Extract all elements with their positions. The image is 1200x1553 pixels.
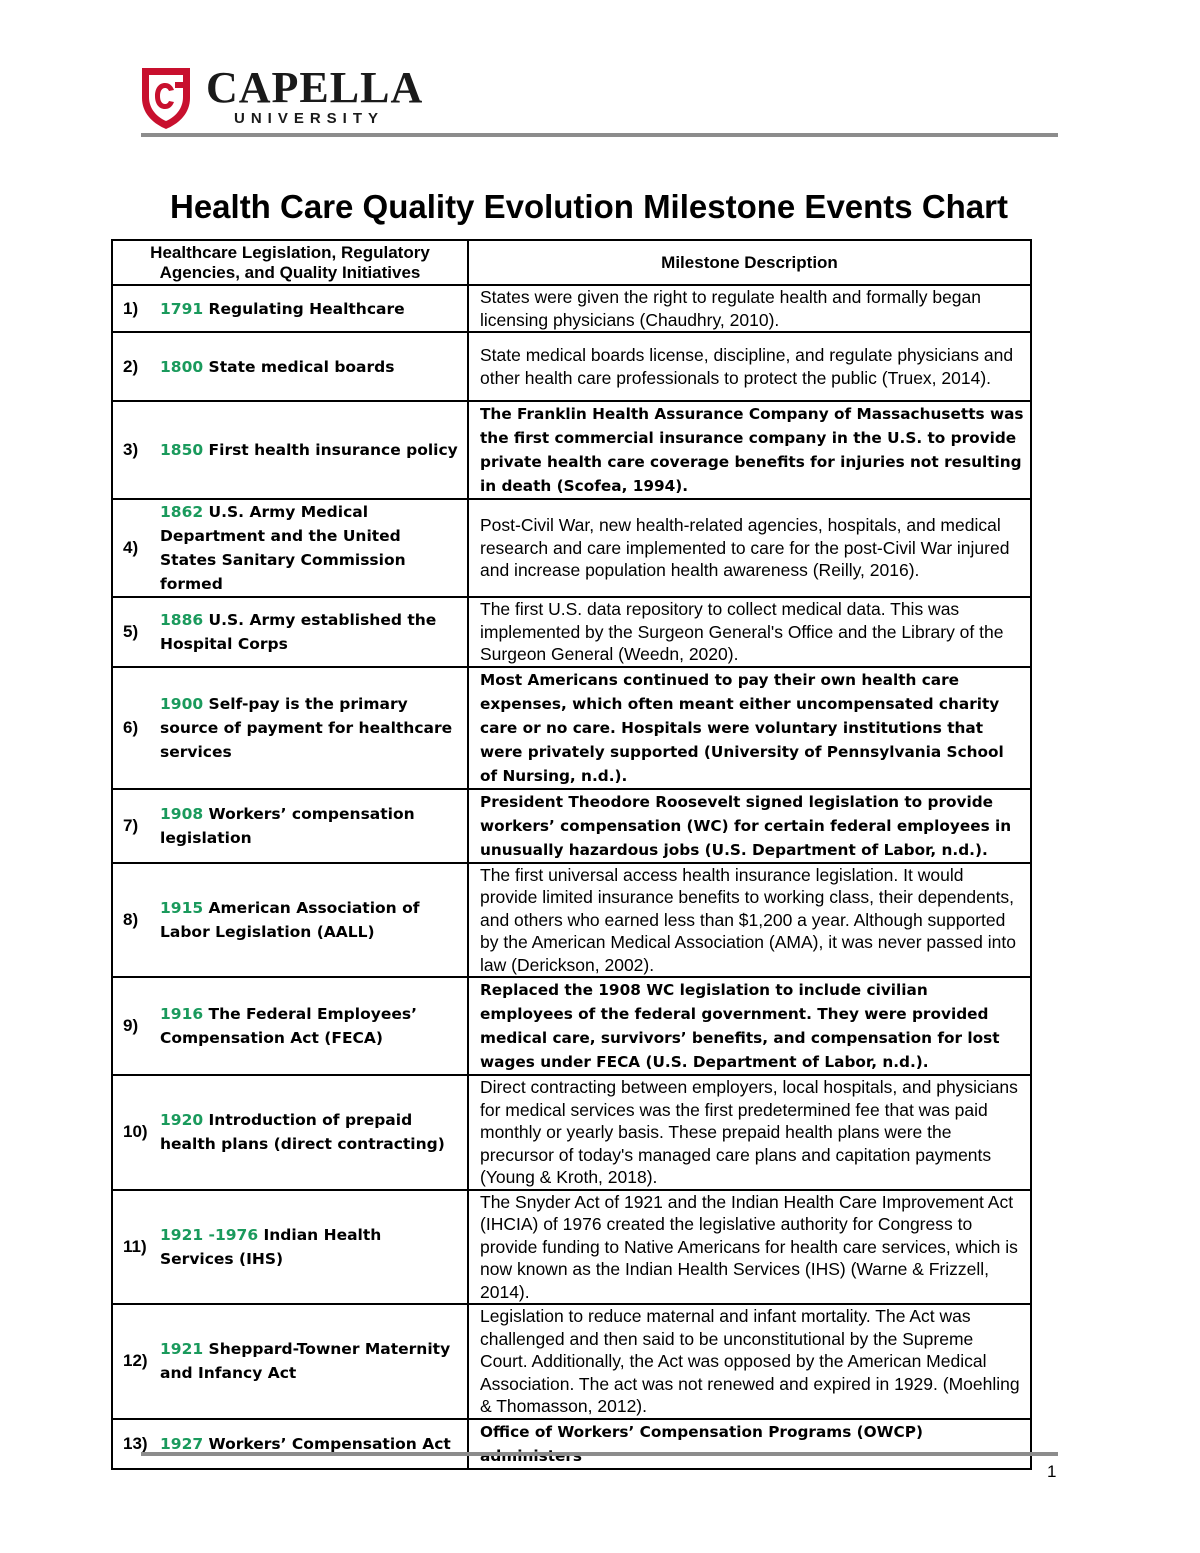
milestone-year: 1800	[160, 357, 204, 376]
row-number: 2)	[123, 356, 139, 376]
milestone-description: Direct contracting between employers, local hospitals, and physicians for medical services was the first predetermined fee that was paid monthly or yearly basis. These prepaid health plans were the precursor of today's managed care plans and capitation payments (Young & Kroth, 2018).	[480, 1077, 1018, 1187]
milestone-event: Workers’ Compensation Act	[203, 1434, 451, 1453]
description-cell	[468, 1304, 1031, 1419]
logo-subtitle: UNIVERSITY	[234, 110, 385, 127]
milestone-description: The Snyder Act of 1921 and the Indian Health Care Improvement Act (IHCIA) of 1976 created the legislative authority for Congress to provide funding to Native Americans for health care services, which is now known as the Indian Health Services (IHS) (Warne & Frizzell, 2014).	[480, 1191, 1018, 1302]
column-header-description: Milestone Description	[468, 240, 1031, 285]
description-cell	[468, 332, 1031, 401]
table-row	[112, 863, 1031, 978]
description-cell	[468, 977, 1031, 1075]
legislation-cell	[112, 597, 468, 667]
legislation-cell	[112, 977, 468, 1075]
description-cell	[468, 401, 1031, 499]
milestone-event: U.S. Army established the Hospital Corps	[160, 610, 442, 653]
milestone-year: 1908	[160, 804, 204, 823]
table-row	[112, 332, 1031, 401]
milestone-year: 1791	[160, 299, 204, 318]
milestone-event: The Federal Employees’ Compensation Act (FECA)	[160, 1005, 423, 1047]
milestone-year: 1900	[160, 694, 204, 713]
table-row	[112, 1075, 1031, 1190]
legislation-cell	[112, 667, 468, 789]
row-number: 9)	[123, 1016, 139, 1035]
milestone-year: 1850	[160, 441, 204, 459]
milestone-year: 1920	[160, 1111, 204, 1130]
capella-logo	[140, 63, 430, 132]
table-row	[112, 597, 1031, 667]
description-cell	[468, 499, 1031, 597]
legislation-cell	[112, 1304, 468, 1419]
milestone-year: 1927	[160, 1434, 204, 1453]
milestone-description: Post-Civil War, new health-related agencies, hospitals, and medical research and care implemented to care for the post-Civil War injured and increase population health awareness (Reilly, 2016).	[480, 515, 1010, 581]
row-number: 12)	[123, 1351, 148, 1371]
description-cell	[468, 863, 1031, 978]
table-row	[112, 667, 1031, 789]
milestone-event: American Association of Labor Legislation (AALL)	[160, 898, 425, 941]
table-row	[112, 499, 1031, 597]
description-cell	[468, 285, 1031, 332]
logo-wordmark: CAPELLA	[206, 63, 424, 112]
milestone-event: Regulating Healthcare	[203, 299, 405, 318]
legislation-cell	[112, 1419, 468, 1469]
milestone-event: Introduction of prepaid health plans (direct contracting)	[160, 1111, 445, 1154]
page-number: 1	[1047, 1462, 1057, 1481]
milestone-year: 1921 -1976	[160, 1225, 259, 1244]
milestone-table	[111, 239, 1032, 1470]
milestone-description: The first universal access health insurance legislation. It would provide limited insurance benefits to working class, their dependents, and others who earned less than $1,200 a year. Although supported by the American Medical Association (AMA), it was never passed into law (Derickson, 2002).	[480, 864, 1016, 975]
milestone-year: 1862	[160, 503, 204, 521]
milestone-description: The Franklin Health Assurance Company of Massachusetts was the first commercial insurance company in the U.S. to provide private health care coverage benefits for injuries not resulting in death (Scofea, 1994).	[480, 405, 1024, 495]
legislation-cell	[112, 789, 468, 863]
milestone-event: U.S. Army Medical Department and the United States Sanitary Commission formed	[160, 503, 412, 593]
milestone-event: State medical boards	[203, 357, 395, 376]
milestone-description: Office of Workers’ Compensation Programs (OWCP)	[480, 1422, 923, 1441]
row-number: 1)	[123, 298, 139, 318]
milestone-description: State medical boards license, discipline, and regulate physicians and other health care professionals to protect the public (Truex, 2014).	[480, 345, 1014, 388]
row-number: 8)	[123, 909, 139, 929]
legislation-cell	[112, 285, 468, 332]
legislation-cell	[112, 401, 468, 499]
milestone-description: States were given the right to regulate health and formally began licensing physicians (Chaudhry, 2010).	[480, 287, 982, 330]
table-row	[112, 977, 1031, 1075]
milestone-year: 1915	[160, 898, 204, 917]
description-cell	[468, 1190, 1031, 1305]
milestone-event: Sheppard-Towner Maternity and Infancy Act	[160, 1340, 456, 1383]
row-number: 3)	[123, 440, 139, 459]
row-number: 10)	[123, 1122, 148, 1142]
milestone-description: Replaced the 1908 WC legislation to include civilian employees of the federal government. They were provided medical care, survivors’ benefits, and compensation for lost wages under FECA (U.S. Department of Labor, n.d.).	[480, 981, 1000, 1071]
legislation-cell	[112, 332, 468, 401]
row-number: 4)	[123, 538, 139, 557]
milestone-description: Legislation to reduce maternal and infant mortality. The Act was challenged and then said to be unconstitutional by the Supreme Court. Additionally, the Act was opposed by the American Medical Association. The act was not renewed and expired in 1929. (Moehling & Thomasson, 2012).	[480, 1306, 1020, 1416]
footer-rule	[141, 1452, 1058, 1456]
table-row	[112, 789, 1031, 863]
row-number: 7)	[123, 815, 139, 835]
table-header-row	[112, 240, 1031, 285]
milestone-description: Most Americans continued to pay their own health care expenses, which often meant either uncompensated charity care or no care. Hospitals were voluntary institutions that were privately supported (University of Pennsylvania School of Nursing, n.d.).	[480, 670, 1004, 785]
milestone-event: Workers’ compensation legislation	[160, 804, 421, 847]
description-cell	[468, 667, 1031, 789]
table-row	[112, 285, 1031, 332]
column-header-legislation: Healthcare Legislation, Regulatory Agencies, and Quality Initiatives	[112, 240, 468, 285]
milestone-year: 1916	[160, 1005, 204, 1023]
row-number: 11)	[123, 1236, 147, 1256]
row-number: 13)	[123, 1433, 148, 1453]
capella-shield-icon	[140, 66, 192, 130]
milestone-event: Self-pay is the primary source of payment for healthcare services	[160, 694, 458, 761]
legislation-cell	[112, 499, 468, 597]
description-cell	[468, 1075, 1031, 1190]
row-number: 6)	[123, 717, 139, 737]
page-title: Health Care Quality Evolution Milestone Events Chart	[169, 188, 1008, 225]
table-row	[112, 1190, 1031, 1305]
milestone-event: First health insurance policy	[203, 441, 458, 459]
legislation-cell	[112, 863, 468, 978]
row-number: 5)	[123, 621, 139, 641]
table-row	[112, 1419, 1031, 1469]
description-cell	[468, 1419, 1031, 1469]
description-cell	[468, 789, 1031, 863]
milestone-description: President Theodore Roosevelt signed legislation to provide workers’ compensation (WC) for certain federal employees in unusually hazardous jobs (U.S. Department of Labor, n.d.).	[480, 792, 1012, 859]
milestone-event: Indian Health Services (IHS)	[160, 1225, 387, 1268]
table-row	[112, 401, 1031, 499]
milestone-year: 1886	[160, 610, 204, 629]
milestone-year: 1921	[160, 1340, 204, 1359]
milestone-description: The first U.S. data repository to collect medical data. This was implemented by the Surgeon General's Office and the Library of the Surgeon General (Weedn, 2020).	[480, 599, 1004, 664]
table-row	[112, 1304, 1031, 1419]
legislation-cell	[112, 1075, 468, 1190]
header-rule	[141, 133, 1058, 137]
description-cell	[468, 597, 1031, 667]
legislation-cell	[112, 1190, 468, 1305]
